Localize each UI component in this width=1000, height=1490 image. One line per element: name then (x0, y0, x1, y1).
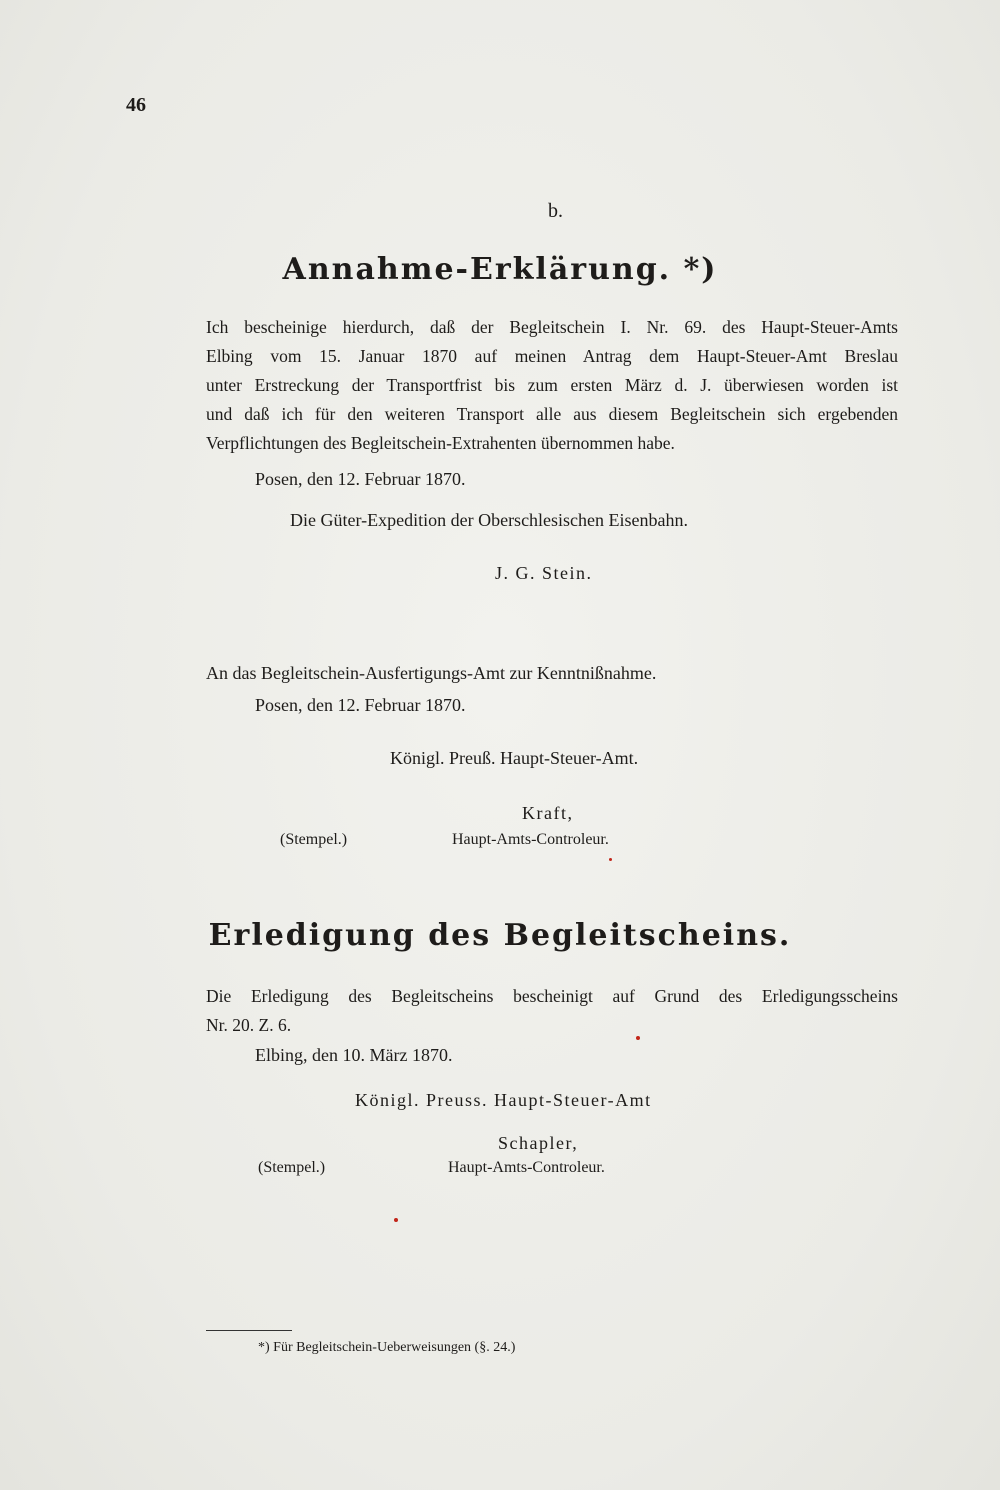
forwarding-stamp: (Stempel.) (280, 831, 348, 848)
ink-speck (394, 1218, 398, 1222)
declaration-signature: J. G. Stein. (495, 563, 593, 583)
settlement-signer-name: Schapler, (498, 1133, 579, 1153)
declaration-title: Annahme-Erklärung. *) (282, 252, 718, 287)
declaration-line: Ich bescheinige hierdurch, daß der Begleitschein I. Nr. 69. des Haupt-Steuer-Amts (206, 317, 898, 337)
ink-speck (636, 1036, 640, 1040)
declaration-place-date: Posen, den 12. Februar 1870. (255, 469, 466, 489)
footnote-rule (206, 1330, 292, 1331)
footnote: *) Für Begleitschein-Ueberweisungen (§. 24.) (258, 1340, 516, 1355)
settlement-office: Königl. Preuss. Haupt-Steuer-Amt (355, 1090, 652, 1110)
page-number: 46 (126, 94, 146, 116)
settlement-line: Nr. 20. Z. 6. (206, 1015, 292, 1035)
declaration-issuer: Die Güter-Expedition der Oberschlesischen Eisenbahn. (290, 510, 689, 530)
settlement-stamp: (Stempel.) (258, 1159, 326, 1176)
declaration-line: Verpflichtungen des Begleitschein-Extrahenten übernommen habe. (206, 433, 675, 453)
ink-speck (609, 858, 612, 861)
declaration-line: und daß ich für den weiteren Transport alle aus diesem Begleitschein sich ergebenden (206, 404, 898, 424)
declaration-body (206, 313, 898, 458)
settlement-body (206, 982, 898, 1040)
forwarding-place-date: Posen, den 12. Februar 1870. (255, 695, 466, 715)
settlement-place-date: Elbing, den 10. März 1870. (255, 1045, 453, 1065)
forwarding-signer-name: Kraft, (522, 803, 574, 823)
declaration-line: unter Erstreckung der Transportfrist bis zum ersten März d. J. überwiesen worden ist (206, 375, 898, 395)
settlement-signer-title: Haupt-Amts-Controleur. (448, 1159, 605, 1176)
forwarding-address: An das Begleitschein-Ausfertigungs-Amt zur Kenntnißnahme. (206, 663, 657, 683)
section-letter: b. (548, 200, 563, 222)
declaration-line: Elbing vom 15. Januar 1870 auf meinen Antrag dem Haupt-Steuer-Amt Breslau (206, 346, 898, 366)
forwarding-office: Königl. Preuß. Haupt-Steuer-Amt. (390, 748, 639, 768)
forwarding-signer-title: Haupt-Amts-Controleur. (452, 831, 609, 848)
settlement-line: Die Erledigung des Begleitscheins bescheinigt auf Grund des Erledigungsscheins (206, 986, 898, 1006)
settlement-title: Erledigung des Begleitscheins. (208, 918, 792, 953)
